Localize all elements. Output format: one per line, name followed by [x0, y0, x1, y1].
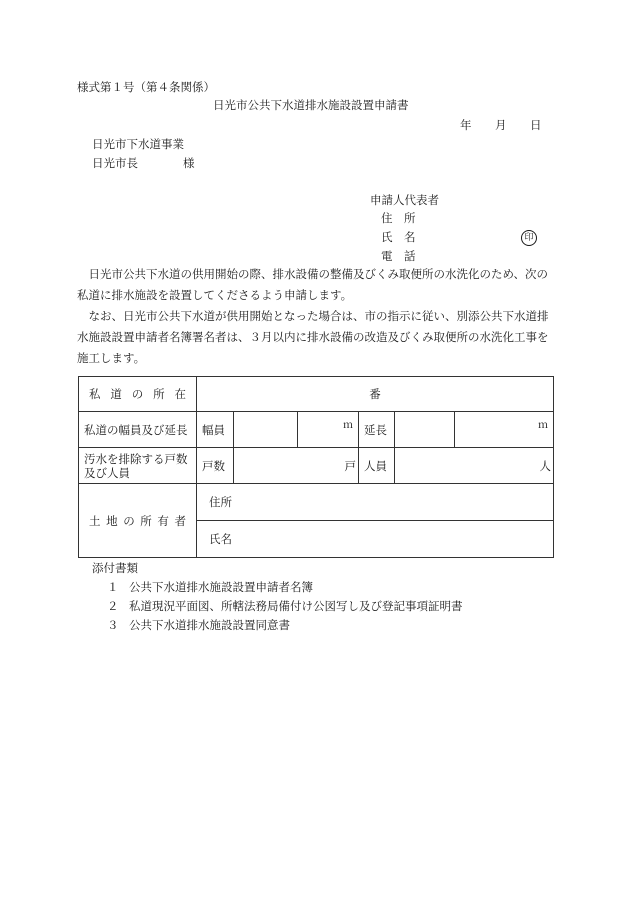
addressee-line2: 日光市長: [92, 156, 138, 170]
date-year-label: 年: [460, 118, 472, 132]
width-field-a[interactable]: [234, 412, 298, 448]
persons-unit: 人: [539, 458, 551, 473]
households-persons-label: 汚水を排除する戸数及び人員: [79, 448, 197, 484]
row-owner-address: [79, 484, 554, 521]
attachment-item-text: 私道現況平面図、所轄法務局備付け公図写し及び登記事項証明書: [129, 599, 463, 613]
location-field[interactable]: [197, 377, 554, 412]
form-number: 様式第１号（第４条関係）: [77, 80, 215, 94]
applicant-address-label: 住 所: [381, 211, 416, 225]
households-unit: 戸: [344, 458, 356, 473]
applicant-name-label: 氏 名: [381, 230, 416, 244]
date-month-label: 月: [495, 118, 507, 132]
seal-mark: 印: [521, 230, 537, 246]
body-paragraph-1: 日光市公共下水道の供用開始の際、排水設備の整備及びくみ取便所の水洗化のため、次の私道に排水施設を設置してくださるよう申請します。: [77, 267, 549, 302]
applicant-heading: 申請人代表者: [370, 193, 439, 207]
attachment-item-number: ２: [107, 599, 119, 613]
attachment-item-number: １: [107, 580, 119, 594]
attachments-heading: 添付書類: [92, 561, 138, 575]
document-title: 日光市公共下水道排水施設設置申請書: [213, 98, 409, 112]
width-unit: ｍ: [343, 420, 353, 431]
width-field-b[interactable]: [298, 412, 359, 448]
land-owner-label: 土地の所有者: [79, 484, 197, 558]
width-label: 幅員: [197, 412, 234, 448]
attachment-item-number: ３: [107, 618, 119, 632]
households-field[interactable]: [234, 448, 359, 484]
attachment-item-text: 公共下水道排水施設設置申請者名簿: [129, 580, 313, 594]
addressee-line1: 日光市下水道事業: [92, 137, 184, 151]
attachment-item-3: [107, 620, 290, 632]
attachment-item-2: [107, 601, 463, 613]
applicant-phone-label: 電 話: [381, 249, 416, 263]
length-field-a[interactable]: [395, 412, 455, 448]
length-unit: ｍ: [538, 420, 548, 431]
length-field-b[interactable]: [455, 412, 554, 448]
length-label: 延長: [359, 412, 395, 448]
location-label: 私道の所在: [79, 377, 197, 412]
owner-address-label: 住所: [209, 495, 232, 509]
row-households: [79, 448, 554, 484]
persons-label: 人員: [359, 448, 395, 484]
households-label: 戸数: [197, 448, 234, 484]
persons-field[interactable]: [395, 448, 554, 484]
owner-name-label: 氏名: [209, 532, 232, 546]
addressee-honorific: 様: [183, 156, 195, 170]
attachment-item-1: [107, 582, 313, 594]
body-text: [77, 264, 557, 369]
owner-address-field[interactable]: [197, 484, 554, 521]
location-unit: 番: [369, 387, 381, 401]
width-length-label: 私道の幅員及び延長: [79, 412, 197, 448]
application-table: [78, 376, 554, 558]
body-paragraph-2: なお、日光市公共下水道が供用開始となった場合は、市の指示に従い、別添公共下水道排水施設設置申請者名簿署名者は、３月以内に排水設備の改造及びくみ取便所の水洗化工事を施工します。: [77, 309, 549, 365]
date-day-label: 日: [530, 118, 542, 132]
owner-name-field[interactable]: [197, 521, 554, 558]
row-width-length: [79, 412, 554, 448]
attachment-item-text: 公共下水道排水施設設置同意書: [129, 618, 290, 632]
row-location: [79, 377, 554, 412]
